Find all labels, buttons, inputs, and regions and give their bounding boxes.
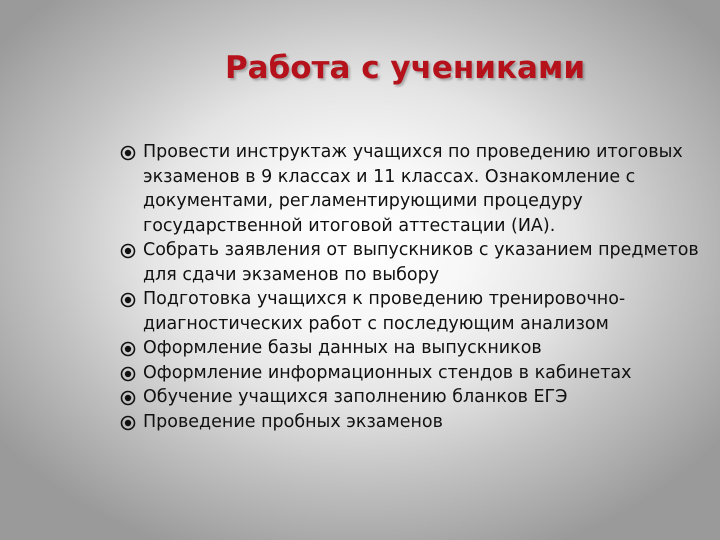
list-item-text: Собрать заявления от выпускников с указанием предметов для сдачи экзаменов по выбору xyxy=(143,240,699,285)
list-item-text: Обучение учащихся заполнению бланков ЕГЭ xyxy=(143,387,568,407)
circled-dot-icon xyxy=(120,145,136,161)
list-item xyxy=(118,336,708,361)
slide-title: Работа с учениками xyxy=(224,50,586,86)
bullet-list xyxy=(118,140,708,434)
circled-dot-icon xyxy=(120,292,136,308)
list-item xyxy=(118,140,708,238)
list-item-text: Проведение пробных экзаменов xyxy=(143,411,443,432)
circled-dot-icon xyxy=(120,243,136,259)
list-item-text: Провести инструктаж учащихся по проведению итоговых экзаменов в 9 классах и 11 классах. Ознакомление с документами, регламентирующими процедуру государственной итоговой аттестации (ИА). xyxy=(143,142,683,236)
circled-dot-icon xyxy=(120,341,136,357)
list-item-text: Оформление базы данных на выпускников xyxy=(143,338,542,358)
circled-dot-icon xyxy=(120,415,136,431)
list-item xyxy=(118,410,708,435)
circled-dot-icon xyxy=(120,390,136,406)
list-item xyxy=(118,385,708,410)
list-item xyxy=(118,361,708,386)
circled-dot-icon xyxy=(120,366,136,382)
list-item xyxy=(118,287,708,336)
list-item-text: Подготовка учащихся к проведению тренировочно-диагностических работ с последующим анализом xyxy=(143,289,626,334)
list-item-text: Оформление информационных стендов в кабинетах xyxy=(143,362,632,383)
list-item xyxy=(118,238,708,287)
